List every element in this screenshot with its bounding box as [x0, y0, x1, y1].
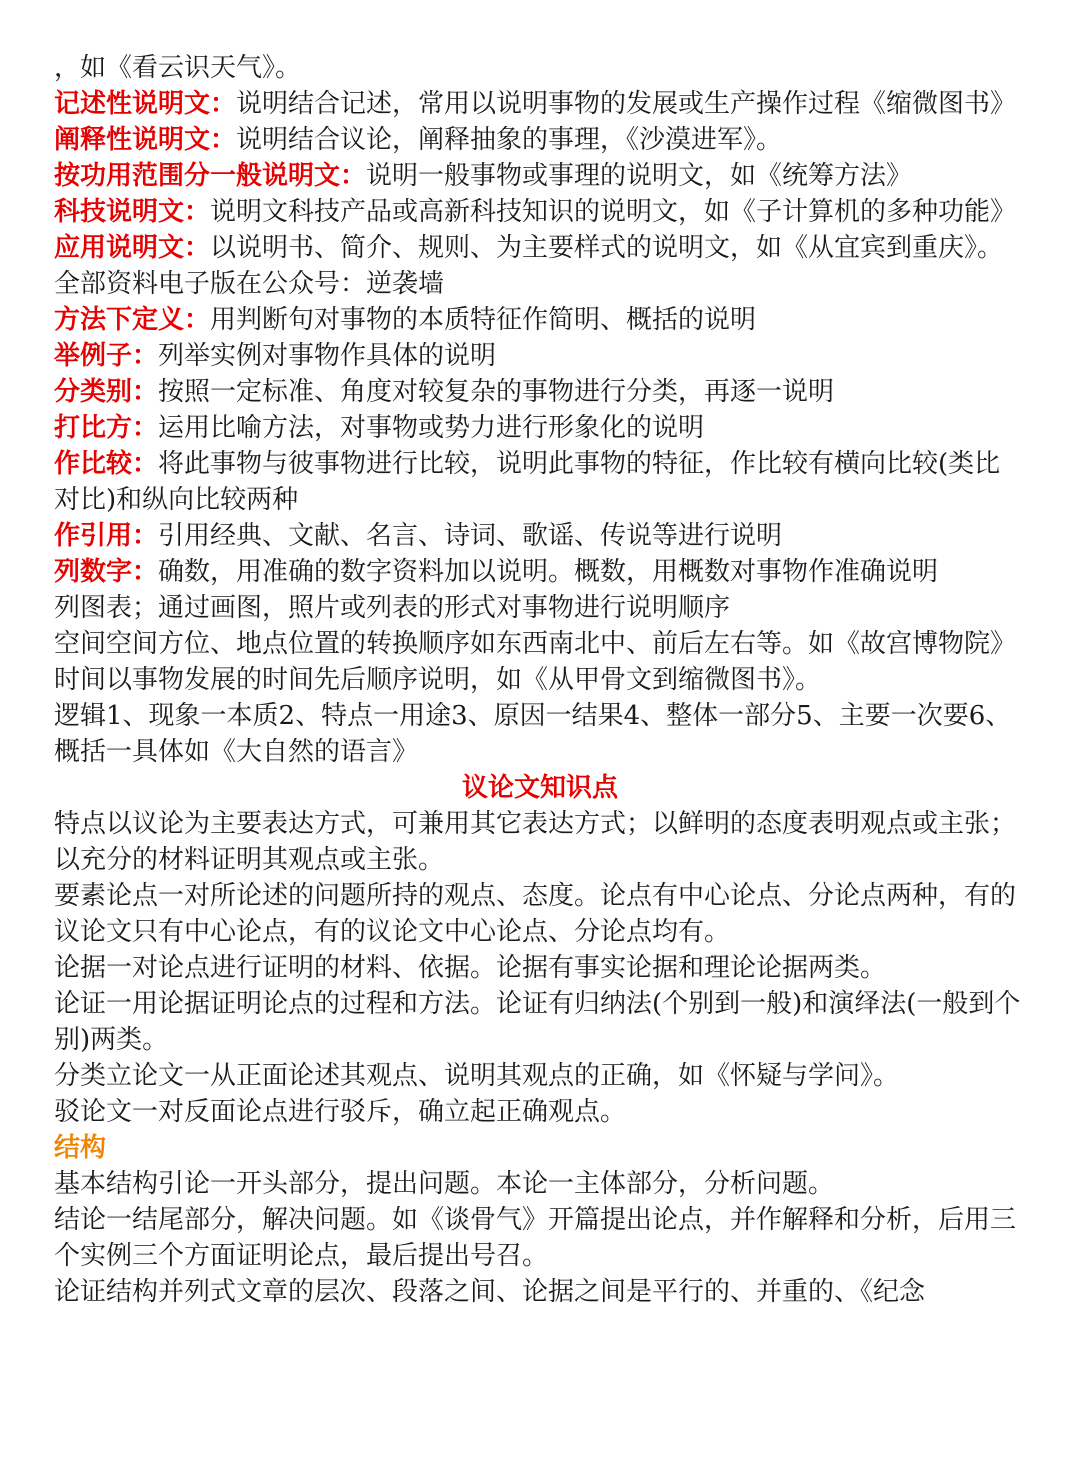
method-comparison	[54, 446, 1026, 518]
definition-text: 说明文科技产品或高新科技知识的说明文，如《子计算机的多种功能》	[210, 197, 1017, 227]
definition-text: 说明一般事物或事理的说明文，如《统筹方法》	[366, 161, 913, 191]
method-definition	[54, 302, 1026, 338]
text-line: 特点以议论为主要表达方式，可兼用其它表达方式；以鲜明的态度表明观点或主张；以充分的材料证明其观点或主张。	[54, 809, 1017, 875]
term-label: 作比较：	[54, 449, 159, 479]
definition-expository-narrative	[54, 86, 1026, 122]
definition-text: 以说明书、简介、规则、为主要样式的说明文，如《从宜宾到重庆》。全部资料电子版在公众号：逆袭墙	[54, 233, 1004, 299]
definition-general-expository	[54, 158, 1026, 194]
text-line: 时间以事物发展的时间先后顺序说明，如《从甲骨文到缩微图书》。	[54, 665, 822, 695]
definition-text: 说明结合记述，常用以说明事物的发展或生产操作过程《缩微图书》	[236, 89, 1017, 119]
term-label: 按功用范围分一般说明文：	[54, 161, 367, 191]
text-line: 要素论点一对所论述的问题所持的观点、态度。论点有中心论点、分论点两种，有的议论文只有中心论点，有的议论文中心论点、分论点均有。	[54, 881, 1017, 947]
text-line: 结论一结尾部分，解决问题。如《谈骨气》开篇提出论点，并作解释和分析，后用三个实例三个方面证明论点，最后提出号召。	[54, 1205, 1017, 1271]
term-label: 应用说明文：	[54, 233, 211, 263]
text-line: 基本结构引论一开头部分，提出问题。本论一主体部分，分析问题。	[54, 1169, 835, 1199]
definition-text: 将此事物与彼事物进行比较，说明此事物的特征，作比较有横向比较(类比对比)和纵向比较两种	[54, 449, 1001, 515]
term-label: 分类别：	[54, 377, 159, 407]
term-label: 举例子：	[54, 341, 159, 371]
method-citation	[54, 518, 1026, 554]
text-line: 列图表；通过画图，照片或列表的形式对事物进行说明顺序	[54, 593, 731, 623]
term-label: 列数字：	[54, 557, 159, 587]
method-metaphor	[54, 410, 1026, 446]
definition-text: 运用比喻方法，对事物或势力进行形象化的说明	[158, 413, 705, 443]
definition-text: 确数，用准确的数字资料加以说明。概数，用概数对事物作准确说明	[158, 557, 939, 587]
text-line: 分类立论文一从正面论述其观点、说明其观点的正确，如《怀疑与学问》。	[54, 1061, 900, 1091]
method-classification	[54, 374, 1026, 410]
method-example	[54, 338, 1026, 374]
definition-expository-interpretive	[54, 122, 1026, 158]
text-line: 空间空间方位、地点位置的转换顺序如东西南北中、前后左右等。如《故宫博物院》	[54, 629, 1017, 659]
text-line: 论据一对论点进行证明的材料、依据。论据有事实论据和理论论据两类。	[54, 953, 887, 983]
term-label: 作引用：	[54, 521, 159, 551]
text-line: 论证一用论据证明论点的过程和方法。论证有归纳法(个别到一般)和演绎法(一般到个别)两类。	[54, 989, 1021, 1055]
term-label: 方法下定义：	[54, 305, 211, 335]
section-title: 议论文知识点	[461, 773, 618, 803]
term-label: 记述性说明文：	[54, 89, 237, 119]
method-numbers	[54, 554, 1026, 590]
definition-text: 按照一定标准、角度对较复杂的事物进行分类，再逐一说明	[158, 377, 835, 407]
text-line: 论证结构并列式文章的层次、段落之间、论据之间是平行的、并重的、《纪念	[54, 1277, 926, 1307]
definition-text: 引用经典、文献、名言、诗词、歌谣、传说等进行说明	[158, 521, 783, 551]
term-label: 阐释性说明文：	[54, 125, 237, 155]
text-line: 逻辑1、现象一本质2、特点一用途3、原因一结果4、整体一部分5、主要一次要6、概括一具体如《大自然的语言》	[54, 701, 1012, 767]
text-line: ，如《看云识天气》。	[54, 53, 302, 83]
text-line: 驳论文一对反面论点进行驳斥，确立起正确观点。	[54, 1097, 627, 1127]
definition-text: 说明结合议论，阐释抽象的事理，《沙漠进军》。	[236, 125, 783, 155]
term-label: 打比方：	[54, 413, 159, 443]
subsection-heading: 结构	[54, 1133, 107, 1163]
definition-text: 用判断句对事物的本质特征作简明、概括的说明	[210, 305, 757, 335]
definition-tech-expository	[54, 194, 1026, 230]
definition-text: 列举实例对事物作具体的说明	[158, 341, 497, 371]
term-label: 科技说明文：	[54, 197, 211, 227]
definition-applied-expository	[54, 230, 1026, 302]
